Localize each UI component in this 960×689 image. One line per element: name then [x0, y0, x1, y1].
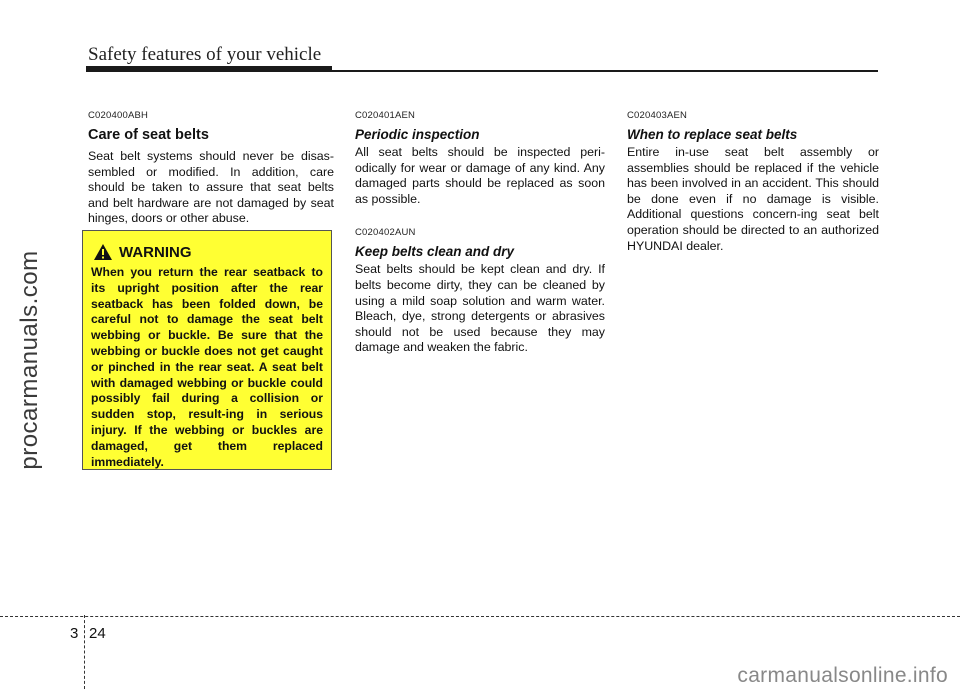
warning-header — [91, 243, 323, 261]
bottom-watermark: carmanualsonline.info — [737, 664, 948, 687]
column-right — [627, 110, 879, 254]
section-body: Seat belts should be kept clean and dry. If belts become dirty, they can be cleaned by using a mild soap solution and warm water. Bleach, dye, strong detergents or abrasives should not be used because they may damage and weaken the fabric. — [355, 262, 605, 355]
column-left — [88, 110, 334, 227]
section-body: Seat belt systems should never be disas-sembled or modified. In addition, care should be taken to assure that seat belts and belt hardware are not damaged by seat hinges, doors or other abuse. — [88, 149, 334, 226]
warning-triangle-icon — [93, 243, 113, 261]
header-rule-thin — [332, 70, 878, 72]
footer-chapter-number: 3 — [70, 625, 79, 642]
column-middle — [355, 110, 605, 356]
section-body: All seat belts should be inspected peri-odically for wear or damage of any kind. Any damaged parts should be replaced as soon as possible. — [355, 145, 605, 206]
section-code: C020401AEN — [355, 110, 416, 121]
section-heading: Care of seat belts — [88, 127, 209, 143]
section-code: C020403AEN — [627, 110, 688, 121]
section-body: Entire in-use seat belt assembly or assemblies should be replaced if the vehicle has been involved in an accident. This should be done even if no damage is visible. Additional questions concern-ing seat belt operation should be directed to an authorized HYUNDAI dealer. — [627, 145, 879, 253]
side-watermark: procarmanuals.com — [16, 250, 43, 470]
footer-divider-horizontal — [0, 616, 960, 617]
section-heading: Periodic inspection — [355, 127, 480, 142]
section-heading: Keep belts clean and dry — [355, 244, 515, 260]
warning-text: When you return the rear seatback to its upright position after the rear seatback has been folded down, be careful not to damage the seat belt webbing or buckle. Be sure that the webbing or buckle does not get caught or pinched in the rear seat. A seat belt with damaged webbing or buckle could possibly fail during a collision or sudden stop, result-ing in serious injury. If the webbing or buckles are damaged, get them replaced immediately. — [91, 265, 323, 469]
header-rule-thick — [86, 66, 332, 72]
page-header-title: Safety features of your vehicle — [88, 44, 322, 65]
footer-divider-vertical — [84, 615, 86, 689]
warning-title: WARNING — [119, 243, 192, 261]
section-heading: When to replace seat belts — [627, 127, 798, 142]
footer-page-number: 24 — [89, 625, 106, 642]
section-code: C020400ABH — [88, 110, 149, 121]
section-code: C020402AUN — [355, 227, 416, 239]
warning-box — [82, 230, 332, 470]
